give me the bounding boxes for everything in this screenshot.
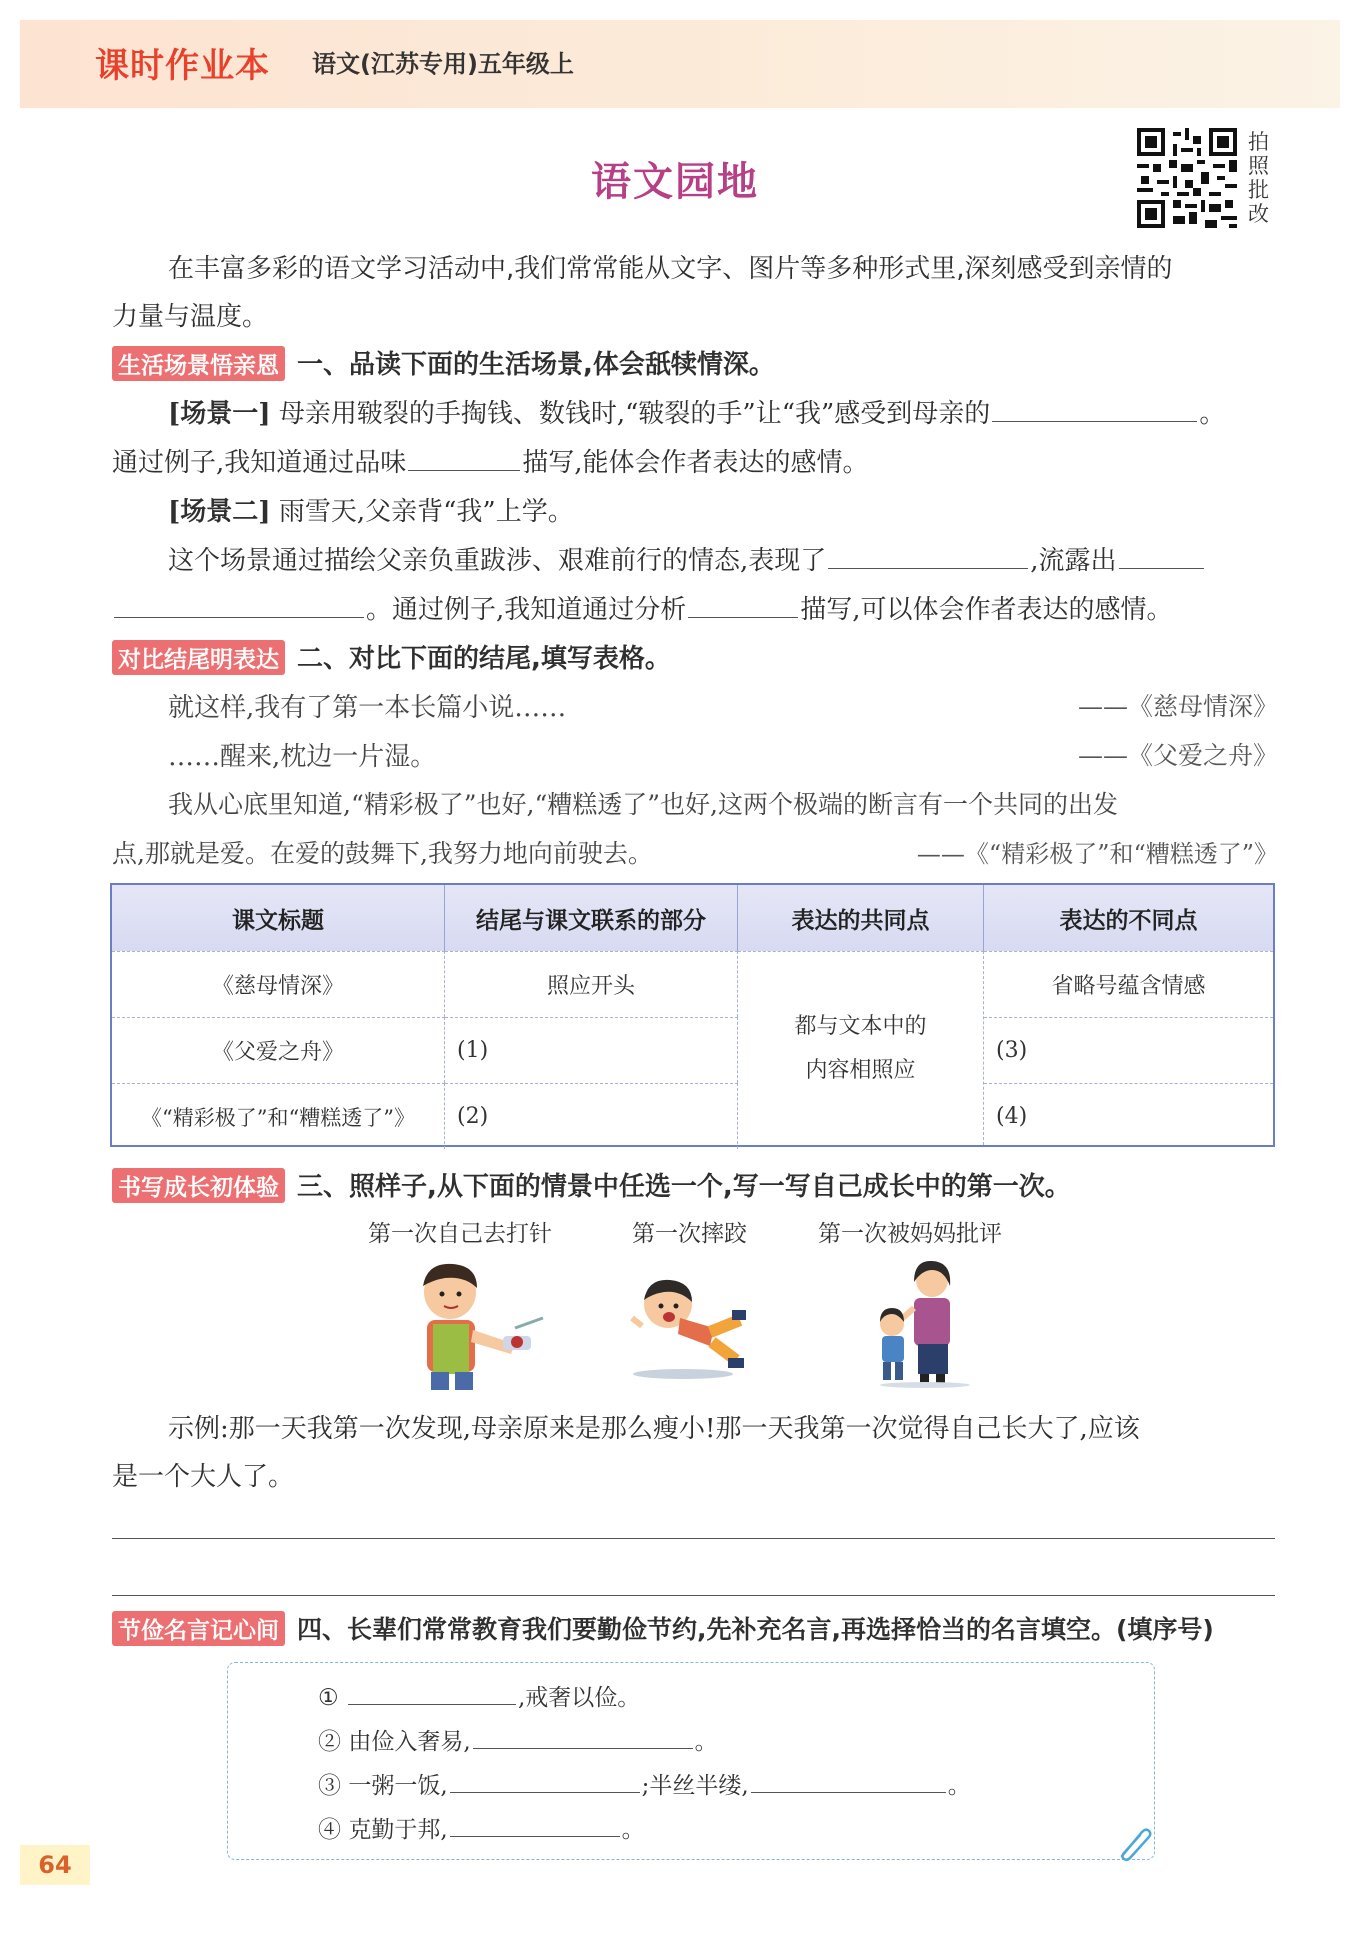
section2-heading-line: [112, 638, 671, 675]
scene2-line2-a: 这个场景通过描绘父亲负重跋涉、艰难前行的情态,表现了: [168, 546, 827, 576]
common-line-1: 都与文本中的: [794, 1013, 927, 1039]
quote-number: ④: [318, 1817, 341, 1843]
scene2-line-2: [168, 540, 1206, 577]
boy-injection-illustration: [405, 1258, 550, 1393]
option-label-injection: 第一次自己去打针: [368, 1221, 552, 1247]
example-line-2: 是一个大人了。: [112, 1462, 295, 1492]
ending-quote-2: ……醒来,枕边一片湿。: [168, 742, 437, 772]
quote3-blank-1[interactable]: [450, 1766, 640, 1793]
section4-badge: 节俭名言记心间: [112, 1611, 285, 1646]
table-header: 表达的不同点: [984, 885, 1273, 951]
quote2-text-b: 。: [694, 1729, 718, 1755]
scene2-line3-a: 。通过例子,我知道通过分析: [366, 595, 687, 625]
qr-label-char: 改: [1248, 202, 1269, 226]
option-label-fall: 第一次摔跤: [632, 1221, 747, 1247]
section3-heading-line: [112, 1166, 1071, 1203]
common-line-2: 内容相照应: [805, 1057, 916, 1083]
table-header: 课文标题: [112, 885, 445, 951]
section4-heading: 四、长辈们常常教育我们要勤俭节约,先补充名言,再选择恰当的名言填空。(填序号): [297, 1615, 1214, 1644]
quote2-blank[interactable]: [473, 1722, 693, 1749]
quote4-text-a: 克勤于邦,: [348, 1817, 448, 1843]
scene1-blank-1[interactable]: [992, 395, 1197, 422]
qr-code-icon[interactable]: [1137, 128, 1237, 228]
table-cell-common: [738, 951, 984, 1145]
scene1-line2-b: 描写,能体会作者表达的感情。: [522, 448, 869, 478]
scene1-line-2: [112, 442, 869, 479]
scene2-line2-b: ,流露出: [1030, 546, 1117, 576]
quote1-text: ,戒奢以俭。: [517, 1685, 641, 1711]
quote-item-2: [318, 1722, 718, 1756]
mother-criticizing-illustration: [870, 1258, 975, 1388]
table-cell-diff-blank[interactable]: (3): [984, 1017, 1273, 1083]
quote4-text-b: 。: [621, 1817, 645, 1843]
ending-quote-3-line-2: 点,那就是爱。在爱的鼓舞下,我努力地向前驶去。: [112, 839, 653, 868]
table-header: 表达的共同点: [738, 885, 984, 951]
table-cell-title: 《慈母情深》: [112, 951, 445, 1017]
page-title: 语文园地: [591, 159, 759, 205]
table-cell-title: 《父爱之舟》: [112, 1017, 445, 1083]
section3-badge: 书写成长初体验: [112, 1168, 285, 1203]
table-cell-link-blank[interactable]: (2): [445, 1083, 738, 1149]
table-cell-link-blank[interactable]: (1): [445, 1017, 738, 1083]
option-label-criticized: 第一次被妈妈批评: [818, 1221, 1002, 1247]
qr-label: [1248, 130, 1272, 226]
quote1-blank[interactable]: [348, 1678, 516, 1705]
quote3-text-c: 。: [947, 1773, 971, 1799]
quote4-blank[interactable]: [450, 1810, 620, 1837]
paperclip-icon: [1112, 1822, 1154, 1864]
ending-quote-1: 就这样,我有了第一本长篇小说……: [168, 693, 567, 723]
section2-heading: 二、对比下面的结尾,填写表格。: [297, 644, 671, 674]
table-header: 结尾与课文联系的部分: [445, 885, 738, 951]
subject-label: 语文(江苏专用)五年级上: [312, 50, 574, 78]
section3-heading: 三、照样子,从下面的情景中任选一个,写一写自己成长中的第一次。: [297, 1172, 1071, 1202]
table-cell-link: 照应开头: [445, 951, 738, 1017]
table-cell-title: 《“精彩极了”和“糟糕透了”》: [112, 1083, 445, 1149]
scene2-blank-3[interactable]: [688, 591, 798, 618]
scene2-line-3: [112, 589, 1173, 626]
scene2-blank-2a[interactable]: [1119, 542, 1204, 569]
ending-quote-3-line-1: 我从心底里知道,“精彩极了”也好,“糟糕透了”也好,这两个极端的断言有一个共同的出发: [168, 790, 1118, 819]
quote2-text-a: 由俭入奢易,: [348, 1729, 471, 1755]
scene2-line3-b: 描写,可以体会作者表达的感情。: [800, 595, 1173, 625]
quote-item-1: [318, 1678, 640, 1712]
scene1-blank-2[interactable]: [408, 444, 520, 471]
scene2-text: 雨雪天,父亲背“我”上学。: [278, 497, 574, 527]
quote3-text-b: ;半丝半缕,: [641, 1773, 749, 1799]
quote-number: ①: [318, 1685, 339, 1711]
scene1-tag: [场景一]: [168, 399, 271, 429]
quote-item-4: [318, 1810, 645, 1844]
scene2-tag: [场景二]: [168, 497, 271, 527]
section4-heading-line: [112, 1610, 1214, 1646]
writing-line-1[interactable]: [112, 1538, 1275, 1539]
section1-badge: 生活场景悟亲恩: [112, 346, 285, 381]
quote3-text-a: 一粥一饭,: [348, 1773, 448, 1799]
writing-line-2[interactable]: [112, 1595, 1275, 1596]
boy-falling-illustration: [628, 1270, 750, 1382]
period: 。: [1199, 399, 1226, 429]
scene2-blank-1[interactable]: [828, 542, 1028, 569]
intro-line-2: 力量与温度。: [112, 302, 269, 332]
quote3-blank-2[interactable]: [751, 1766, 946, 1793]
section1-heading-line: [112, 344, 775, 381]
brand-title: 课时作业本: [95, 46, 270, 86]
quote-number: ②: [318, 1729, 341, 1755]
scene1-line: [168, 393, 1225, 430]
intro-line-1: 在丰富多彩的语文学习活动中,我们常常能从文字、图片等多种形式里,深刻感受到亲情的: [168, 254, 1173, 284]
scene2-blank-2b[interactable]: [114, 591, 364, 618]
ending-source-2: ——《父爱之舟》: [1077, 741, 1278, 770]
ending-source-1: ——《慈母情深》: [1077, 692, 1278, 721]
qr-label-char: 照: [1248, 154, 1269, 178]
qr-label-char: 拍: [1248, 130, 1269, 154]
scene2-line: [168, 491, 574, 528]
qr-label-char: 批: [1248, 178, 1269, 202]
section1-heading: 一、品读下面的生活场景,体会舐犊情深。: [297, 350, 775, 380]
example-line-1: 示例:那一天我第一次发现,母亲原来是那么瘦小!那一天我第一次觉得自己长大了,应该: [168, 1414, 1140, 1444]
comparison-table: [110, 883, 1275, 1147]
ending-source-3: ——《“精彩极了”和“糟糕透了”》: [916, 840, 1278, 868]
scene1-text: 母亲用皲裂的手掏钱、数钱时,“皲裂的手”让“我”感受到母亲的: [278, 399, 991, 429]
scene1-line2-a: 通过例子,我知道通过品味: [112, 448, 407, 478]
page-number: 64: [20, 1845, 90, 1885]
table-cell-diff: 省略号蕴含情感: [984, 951, 1273, 1017]
quote-number: ③: [318, 1773, 341, 1799]
table-cell-diff-blank[interactable]: (4): [984, 1083, 1273, 1149]
section2-badge: 对比结尾明表达: [112, 640, 285, 675]
quote-item-3: [318, 1766, 971, 1800]
